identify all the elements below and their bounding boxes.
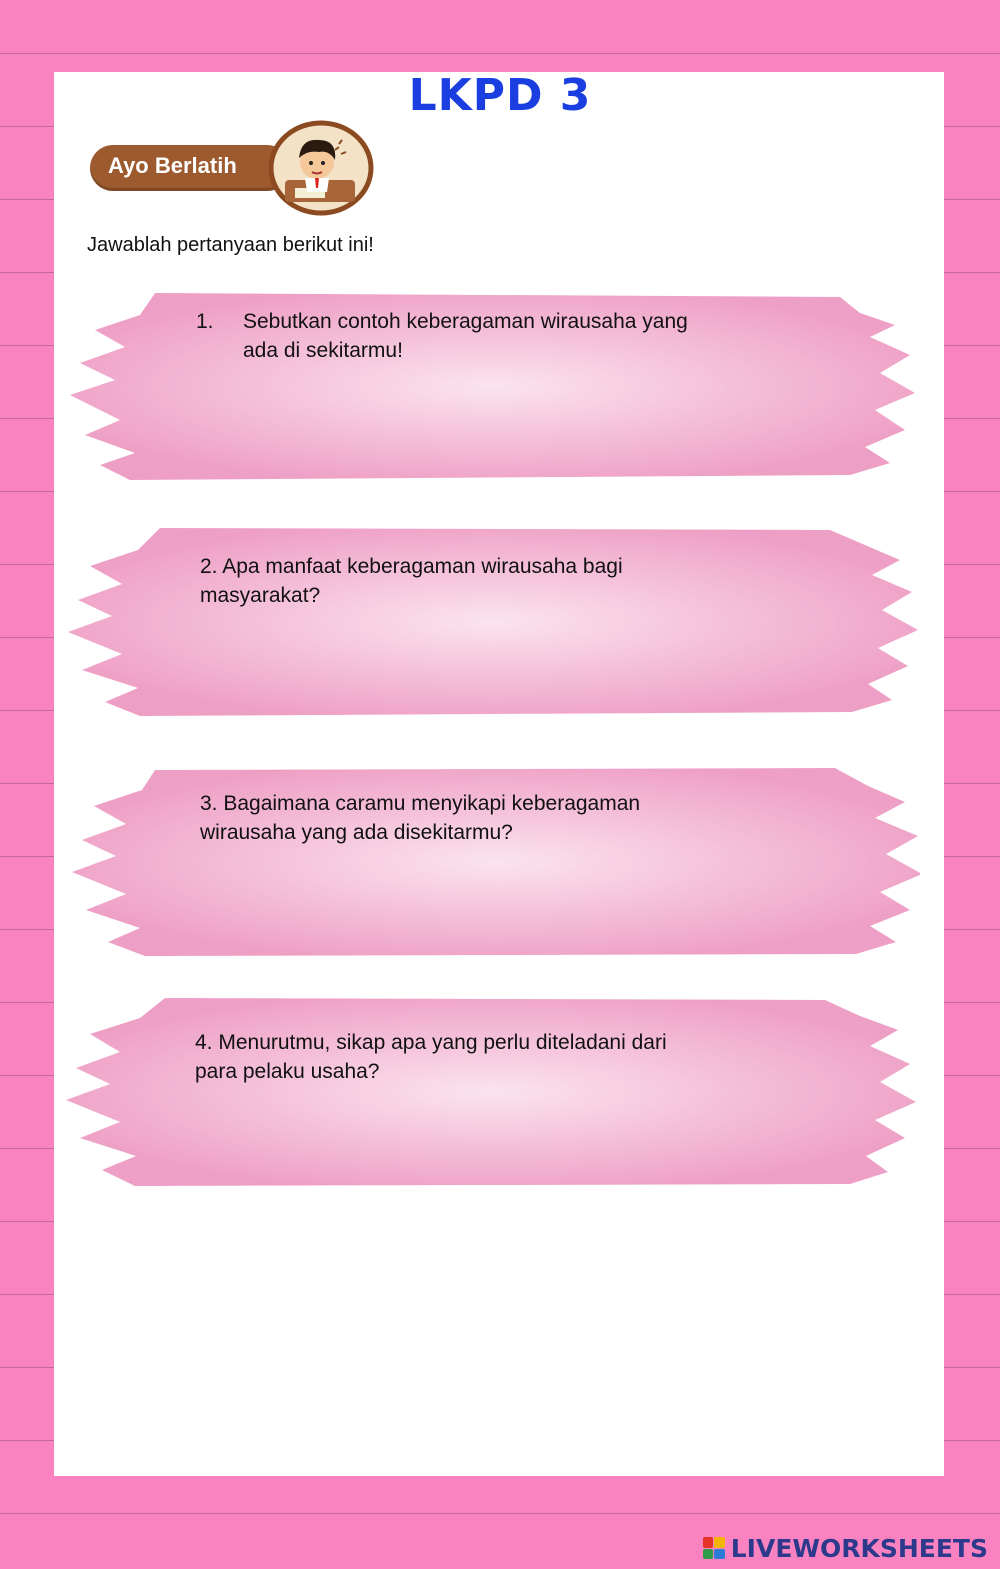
question-card[interactable] (60, 285, 920, 485)
brush-stroke-background (60, 520, 920, 720)
footer-brand: LIVEWORKSHEETS (730, 1533, 988, 1563)
question-line-2: para pelaku usaha? (195, 1060, 380, 1083)
question-line-1: 4. Menurutmu, sikap apa yang perlu diteladani dari (195, 1031, 667, 1054)
liveworksheets-logo-icon (703, 1537, 725, 1559)
brush-stroke-background (60, 990, 920, 1190)
page-title: LKPD 3 (408, 70, 592, 121)
question-card[interactable] (60, 760, 920, 960)
question-line-2: wirausaha yang ada disekitarmu? (200, 821, 513, 844)
question-line-1: Sebutkan contoh keberagaman wirausaha yang (243, 310, 688, 333)
question-card[interactable] (60, 990, 920, 1190)
student-reading-icon (265, 120, 375, 220)
question-card[interactable] (60, 520, 920, 720)
question-line-2: masyarakat? (200, 584, 321, 607)
question-number: 1. (196, 310, 214, 333)
question-line-1: 3. Bagaimana caramu menyikapi keberagaman (200, 792, 641, 815)
liveworksheets-footer[interactable] (703, 1533, 988, 1563)
ayo-berlatih-banner (90, 120, 380, 220)
question-line-2: ada di sekitarmu! (243, 339, 403, 362)
banner-label: Ayo Berlatih (108, 153, 237, 178)
question-line-1: 2. Apa manfaat keberagaman wirausaha bagi (200, 555, 623, 578)
instruction-text: Jawablah pertanyaan berikut ini! (87, 234, 374, 256)
